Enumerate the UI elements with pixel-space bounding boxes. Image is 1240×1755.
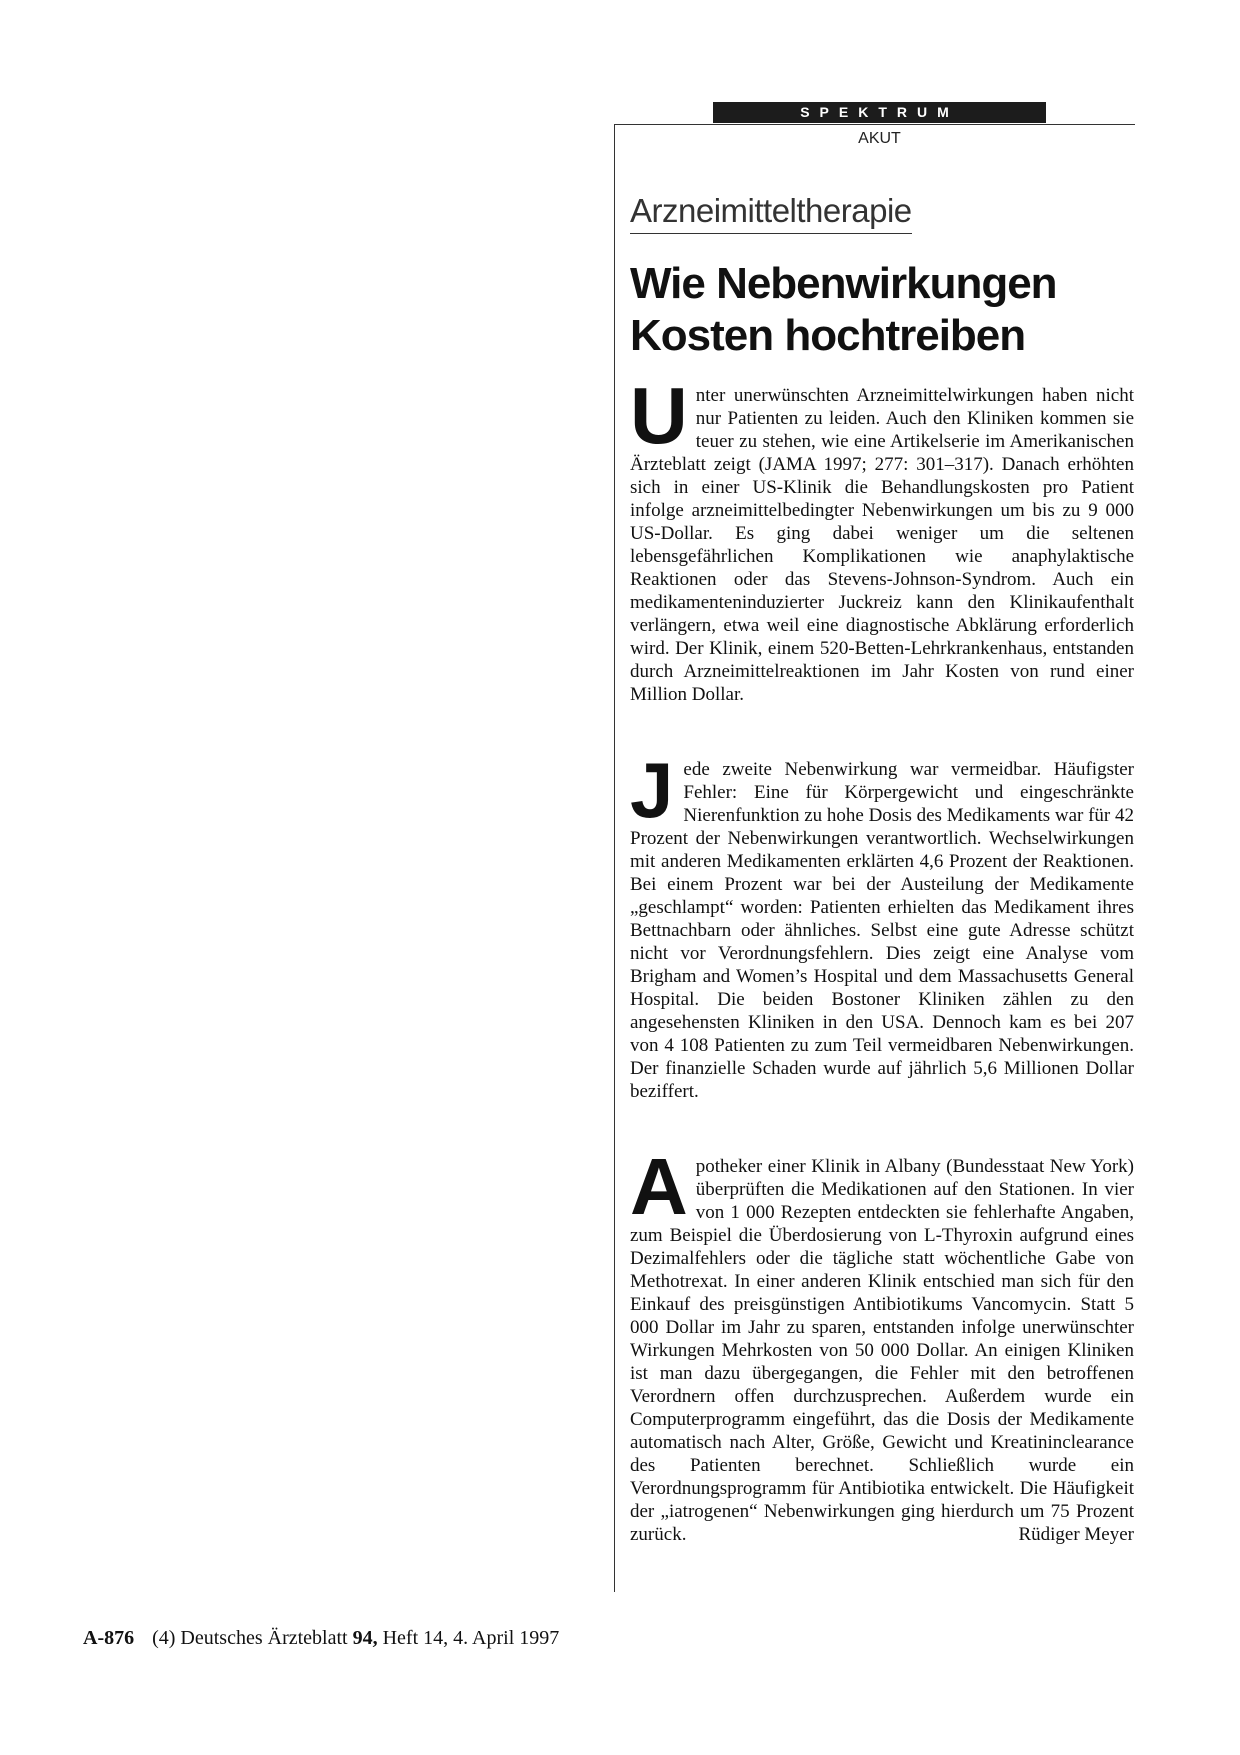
section-banner: SPEKTRUM bbox=[713, 102, 1046, 123]
paragraph-1 bbox=[630, 371, 1134, 706]
volume-number: 94, bbox=[352, 1627, 378, 1649]
author-signature: Rüdiger Meyer bbox=[1018, 1524, 1134, 1545]
subsection-label: AKUT bbox=[858, 130, 901, 147]
article-headline bbox=[630, 258, 1150, 362]
drop-cap: J bbox=[630, 746, 674, 834]
paragraph-2 bbox=[630, 746, 1135, 1103]
headline-line-2: Kosten hochtreiben bbox=[630, 311, 1026, 360]
paragraph-text: ede zweite Nebenwirkung war vermeidbar. Häufigster Fehler: Eine für Körpergewicht und eingeschränkte Nierenfunktion zu hohe Dosis des Medikaments war für 42 Prozent der Nebenwirkungen verantwortlich. Wechselwirkungen mit anderen Medikamenten erklärten 4,6 Prozent der Reaktionen. Bei einem Prozent war bei der Austeilung der Medikamente „geschlampt“ worden: Patienten erhielten das Medikament ihres Bettnachbarn oder ähnliches. Selbst eine gute Adresse schützt nicht vor Verordnungsfehlern. Dies zeigt eine Analyse vom Brigham and Women’s Hospital und dem Massachusetts General Hospital. Die beiden Bostoner Kliniken zählen zu den angesehensten Kliniken in den USA. Dennoch kam es bei 207 von 4 108 Patienten zu zum Teil vermeidbaren Nebenwirkungen. Der finanzielle Schaden wurde auf jährlich 5,6 Millionen Dollar beziffert. bbox=[630, 759, 1135, 1102]
drop-cap: A bbox=[630, 1142, 688, 1231]
paragraph-text: nter unerwünschten Arzneimittelwirkungen haben nicht nur Patienten zu leiden. Auch den Kliniken kommen sie teuer zu stehen, wie eine Artikelserie im Amerikanischen Ärzteblatt zeigt (JAMA 1997; 277: 301–317). Danach erhöhten sich in einer US-Klinik die Behandlungskosten pro Patient infolge arzneimittelbedingter Nebenwirkungen um bis zu 9 000 US-Dollar. Es ging dabei weniger um die seltenen lebensgefährlichen Komplikationen wie anaphylaktische Reaktionen oder das Stevens-Johnson-Syndrom. Auch ein medikamenteninduzierter Juckreiz kann den Klinikaufenthalt verlängern, etwa weil eine diagnostische Abklärung erforderlich wird. Der Klinik, einem 520-Betten-Lehrkrankenhaus, entstanden durch Arzneimittelreaktionen im Jahr Kosten von rund einer Million Dollar. bbox=[630, 385, 1134, 705]
page-number: A-876 bbox=[83, 1627, 135, 1649]
issue-date: Heft 14, 4. April 1997 bbox=[382, 1627, 560, 1649]
article-kicker: Arzneimitteltherapie bbox=[630, 192, 912, 234]
paragraph-text: potheker einer Klinik in Albany (Bundesstaat New York) überprüften die Medikationen auf den Stationen. In vier von 1 000 Rezepten entdeckten sie fehlerhafte Angaben, zum Beispiel die Überdosierung von L-Thyroxin aufgrund eines Dezimalfehlers oder die tägliche statt wöchentliche Gabe von Methotrexat. In einer anderen Klinik entschied man sich für den Einkauf des preisgünstigen Antibiotikums Vancomycin. Statt 5 000 Dollar im Jahr zu sparen, entstanden infolge unerwünschter Wirkungen Mehrkosten von 50 000 Dollar. An einigen Kliniken ist man dazu übergegangen, die Fehler mit den betroffenen Verordnern offen durchzusprechen. Außerdem wurde ein Computerprogramm eingeführt, das die Dosis der Medikamente automatisch nach Alter, Größe, Gewicht und Kreatininclearance des Patienten berechnet. Schließlich wurde ein Verordnungsprogramm für Antibiotika entwickelt. Die Häufigkeit der „iatrogenen“ Nebenwirkungen ging hierdurch um 75 Prozent zurück. bbox=[630, 1156, 1134, 1545]
page-footer bbox=[83, 1627, 559, 1650]
paragraph-3 bbox=[630, 1142, 1134, 1546]
publication-name: (4) Deutsches Ärzteblatt bbox=[152, 1627, 348, 1649]
column-rule bbox=[614, 124, 615, 1592]
header-rule bbox=[615, 124, 1135, 125]
headline-line-1: Wie Nebenwirkungen bbox=[630, 259, 1057, 308]
drop-cap: U bbox=[630, 371, 688, 460]
